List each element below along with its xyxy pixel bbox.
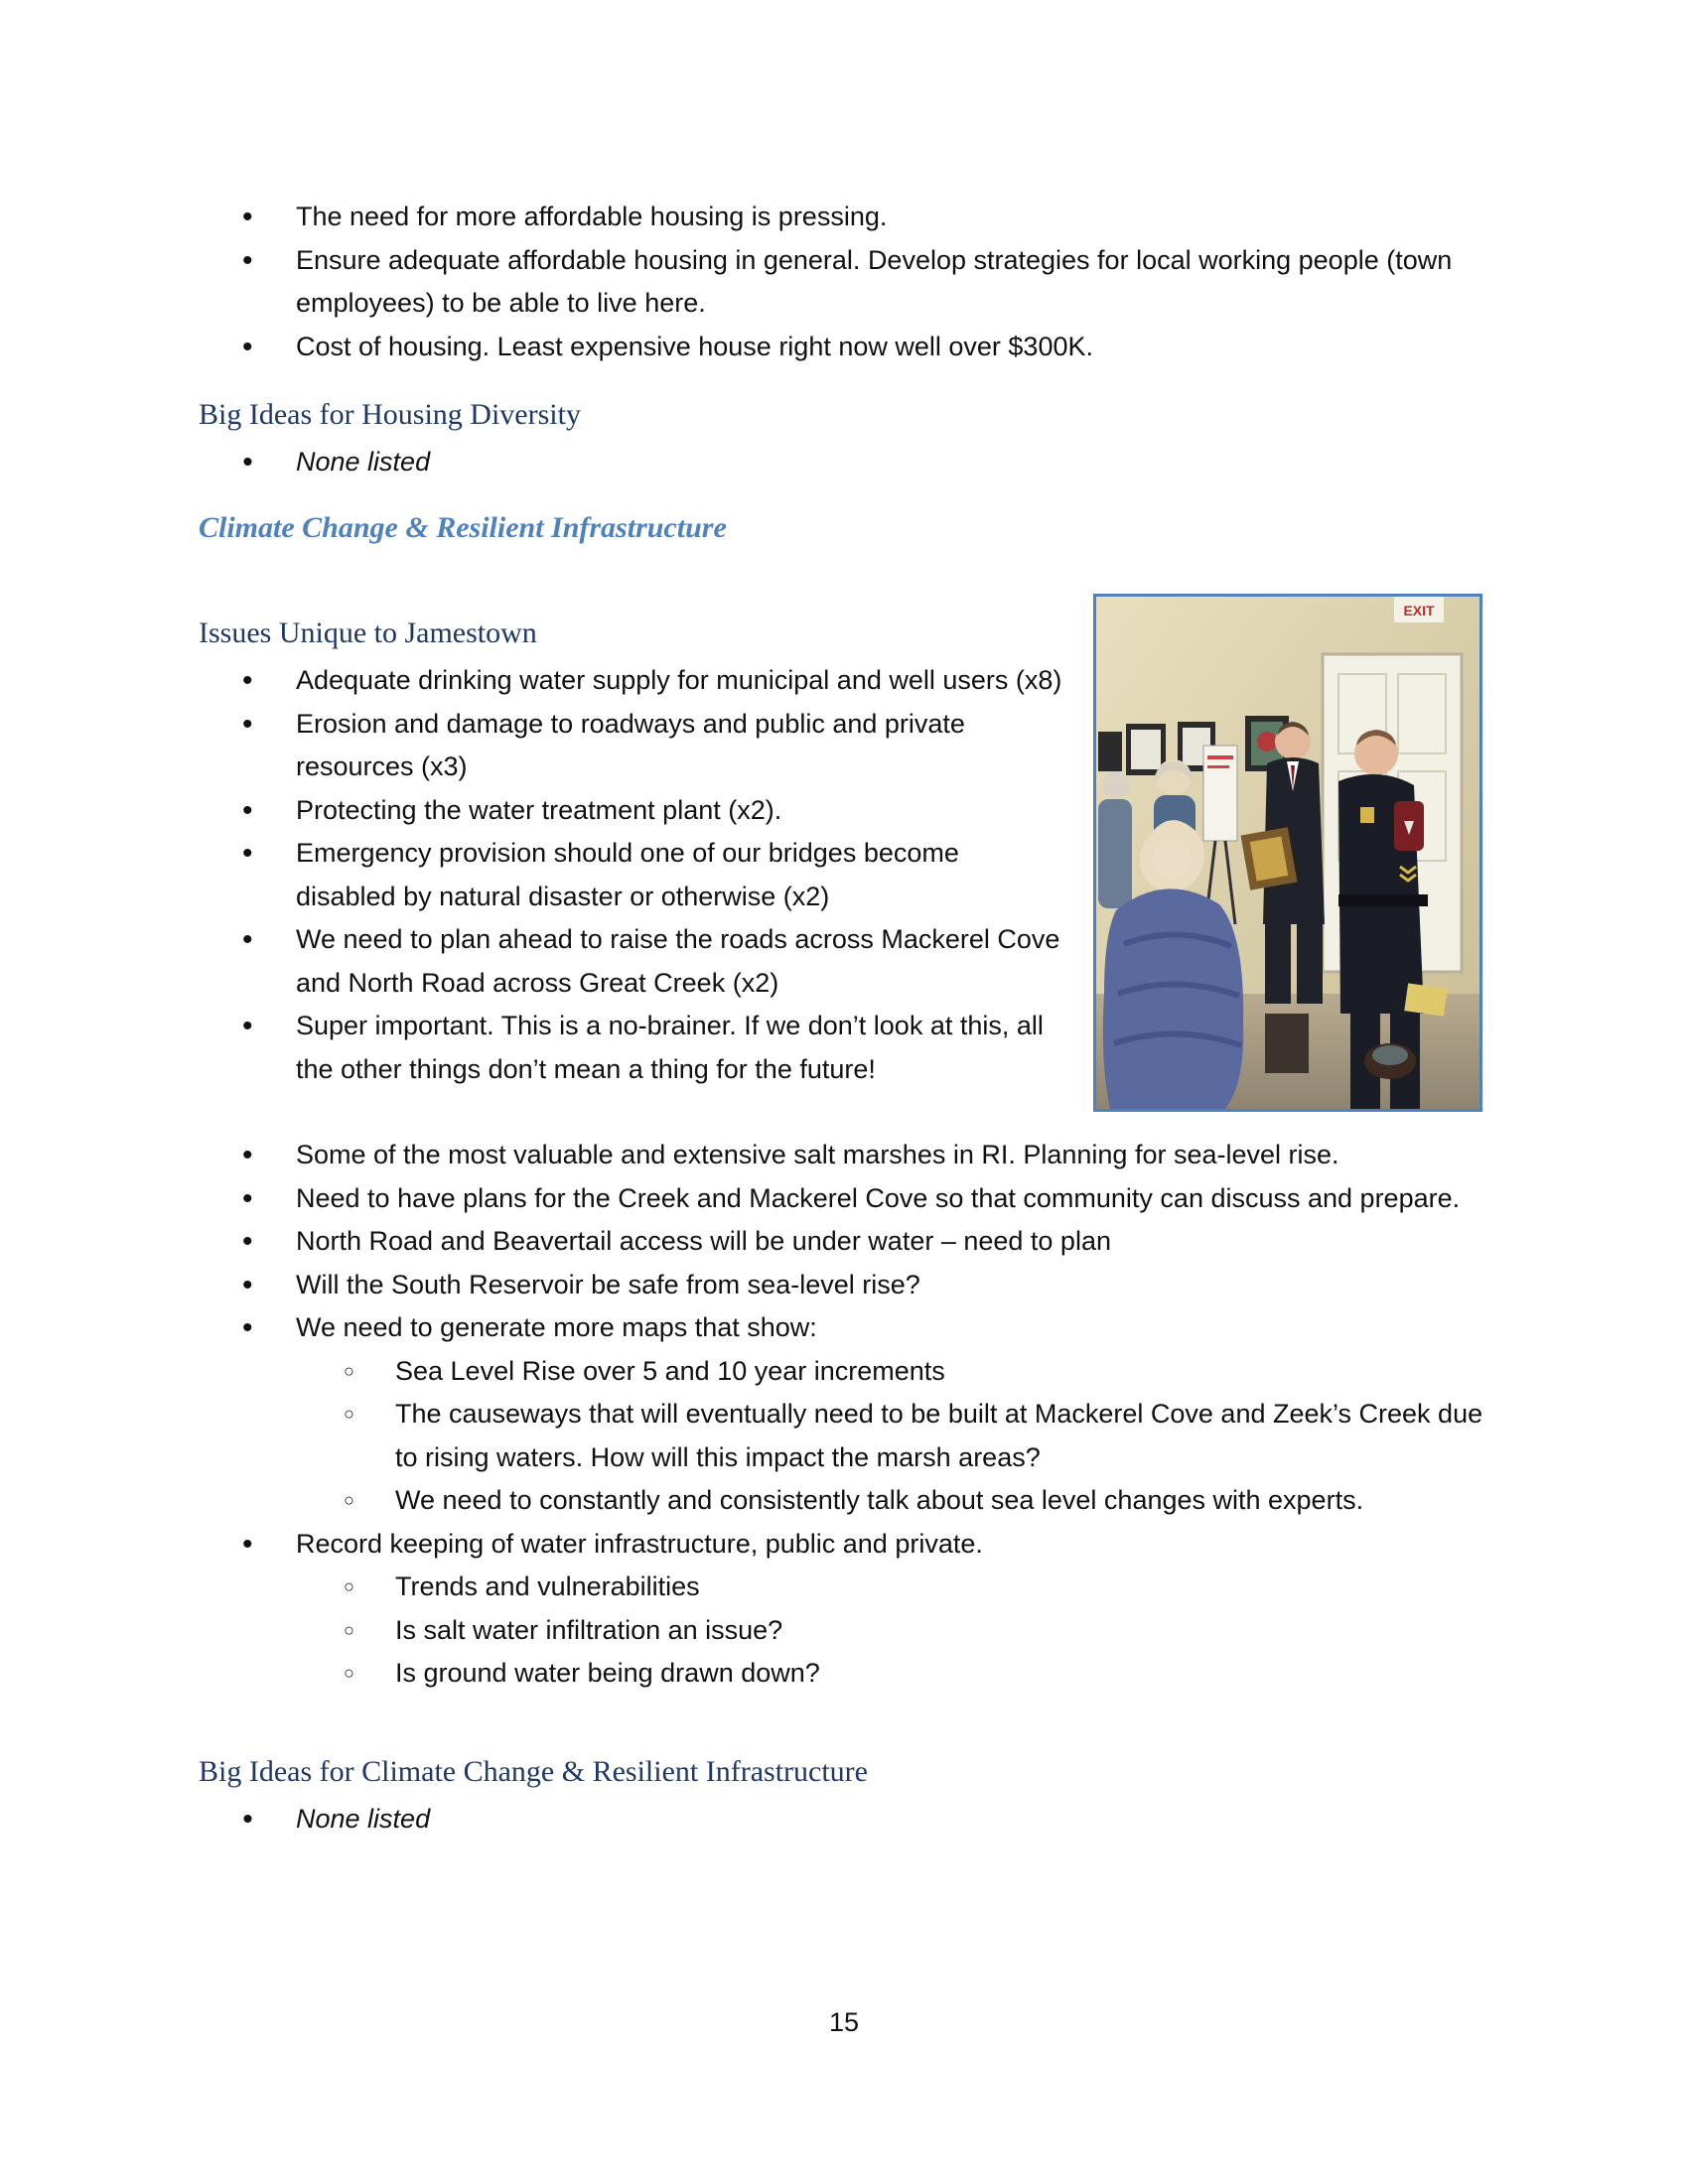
community-meeting-photo <box>1093 594 1482 1112</box>
list-item: • Erosion and damage to roadways and public and private resources (x3) <box>199 703 1062 789</box>
climate-issues-list-wide <box>199 1134 1489 1696</box>
list-item: • None listed <box>199 1798 1489 1842</box>
list-item: • The need for more affordable housing is pressing. <box>199 196 1489 239</box>
sub-list-item: ○ Trends and vulnerabilities <box>296 1566 1489 1609</box>
list-item: • Ensure adequate affordable housing in general. Develop strategies for local working people (town employees) to be able to live here. <box>199 239 1489 326</box>
exit-sign-text: EXIT <box>1403 603 1435 618</box>
sub-list-item: ○ Is ground water being drawn down? <box>296 1652 1489 1696</box>
climate-big-ideas-list <box>199 1798 1489 1842</box>
list-item: • Super important. This is a no-brainer. If we don’t look at this, all the other things don’t mean a thing for the future! <box>199 1005 1062 1091</box>
climate-section-title: Climate Change & Resilient Infrastructure <box>199 511 727 544</box>
sub-list-item: ○ Sea Level Rise over 5 and 10 year increments <box>296 1350 1489 1394</box>
list-item-text: Record keeping of water infrastructure, public and private. <box>296 1528 983 1559</box>
housing-big-ideas-heading: Big Ideas for Housing Diversity <box>199 398 581 431</box>
climate-big-ideas-heading: Big Ideas for Climate Change & Resilient Infrastructure <box>199 1755 868 1788</box>
list-item: • None listed <box>199 441 1489 484</box>
sub-list-item: ○ The causeways that will eventually need to be built at Mackerel Cove and Zeek’s Creek due to rising waters. How will this impact the marsh areas? <box>296 1393 1489 1479</box>
page-number: 15 <box>828 2007 860 2037</box>
sub-list <box>296 1566 1489 1696</box>
list-item: • We need to plan ahead to raise the roads across Mackerel Cove and North Road across Great Creek (x2) <box>199 918 1062 1005</box>
photo-illustration <box>1096 597 1479 1109</box>
list-item <box>199 1523 1489 1696</box>
climate-issues-list-narrow <box>199 659 1062 1091</box>
sub-list-item: ○ Is salt water infiltration an issue? <box>296 1609 1489 1653</box>
sub-list-item: ○ We need to constantly and consistently talk about sea level changes with experts. <box>296 1479 1489 1523</box>
housing-issues-list <box>199 196 1489 368</box>
list-item: • Some of the most valuable and extensive salt marshes in RI. Planning for sea-level rise. <box>199 1134 1489 1177</box>
list-item: • Protecting the water treatment plant (x2). <box>199 789 1062 833</box>
climate-issues-heading: Issues Unique to Jamestown <box>199 616 537 649</box>
list-item: • Adequate drinking water supply for municipal and well users (x8) <box>199 659 1062 703</box>
list-item-text: We need to generate more maps that show: <box>296 1312 817 1342</box>
list-item: • Will the South Reservoir be safe from sea-level rise? <box>199 1264 1489 1307</box>
list-item: • Cost of housing. Least expensive house right now well over $300K. <box>199 326 1489 369</box>
list-item: • North Road and Beavertail access will be under water – need to plan <box>199 1220 1489 1264</box>
list-item: • Emergency provision should one of our bridges become disabled by natural disaster or otherwise (x2) <box>199 832 1062 918</box>
housing-big-ideas-list <box>199 441 1489 484</box>
sub-list <box>296 1350 1489 1523</box>
list-item <box>199 1306 1489 1523</box>
list-item: • Need to have plans for the Creek and Mackerel Cove so that community can discuss and prepare. <box>199 1177 1489 1221</box>
